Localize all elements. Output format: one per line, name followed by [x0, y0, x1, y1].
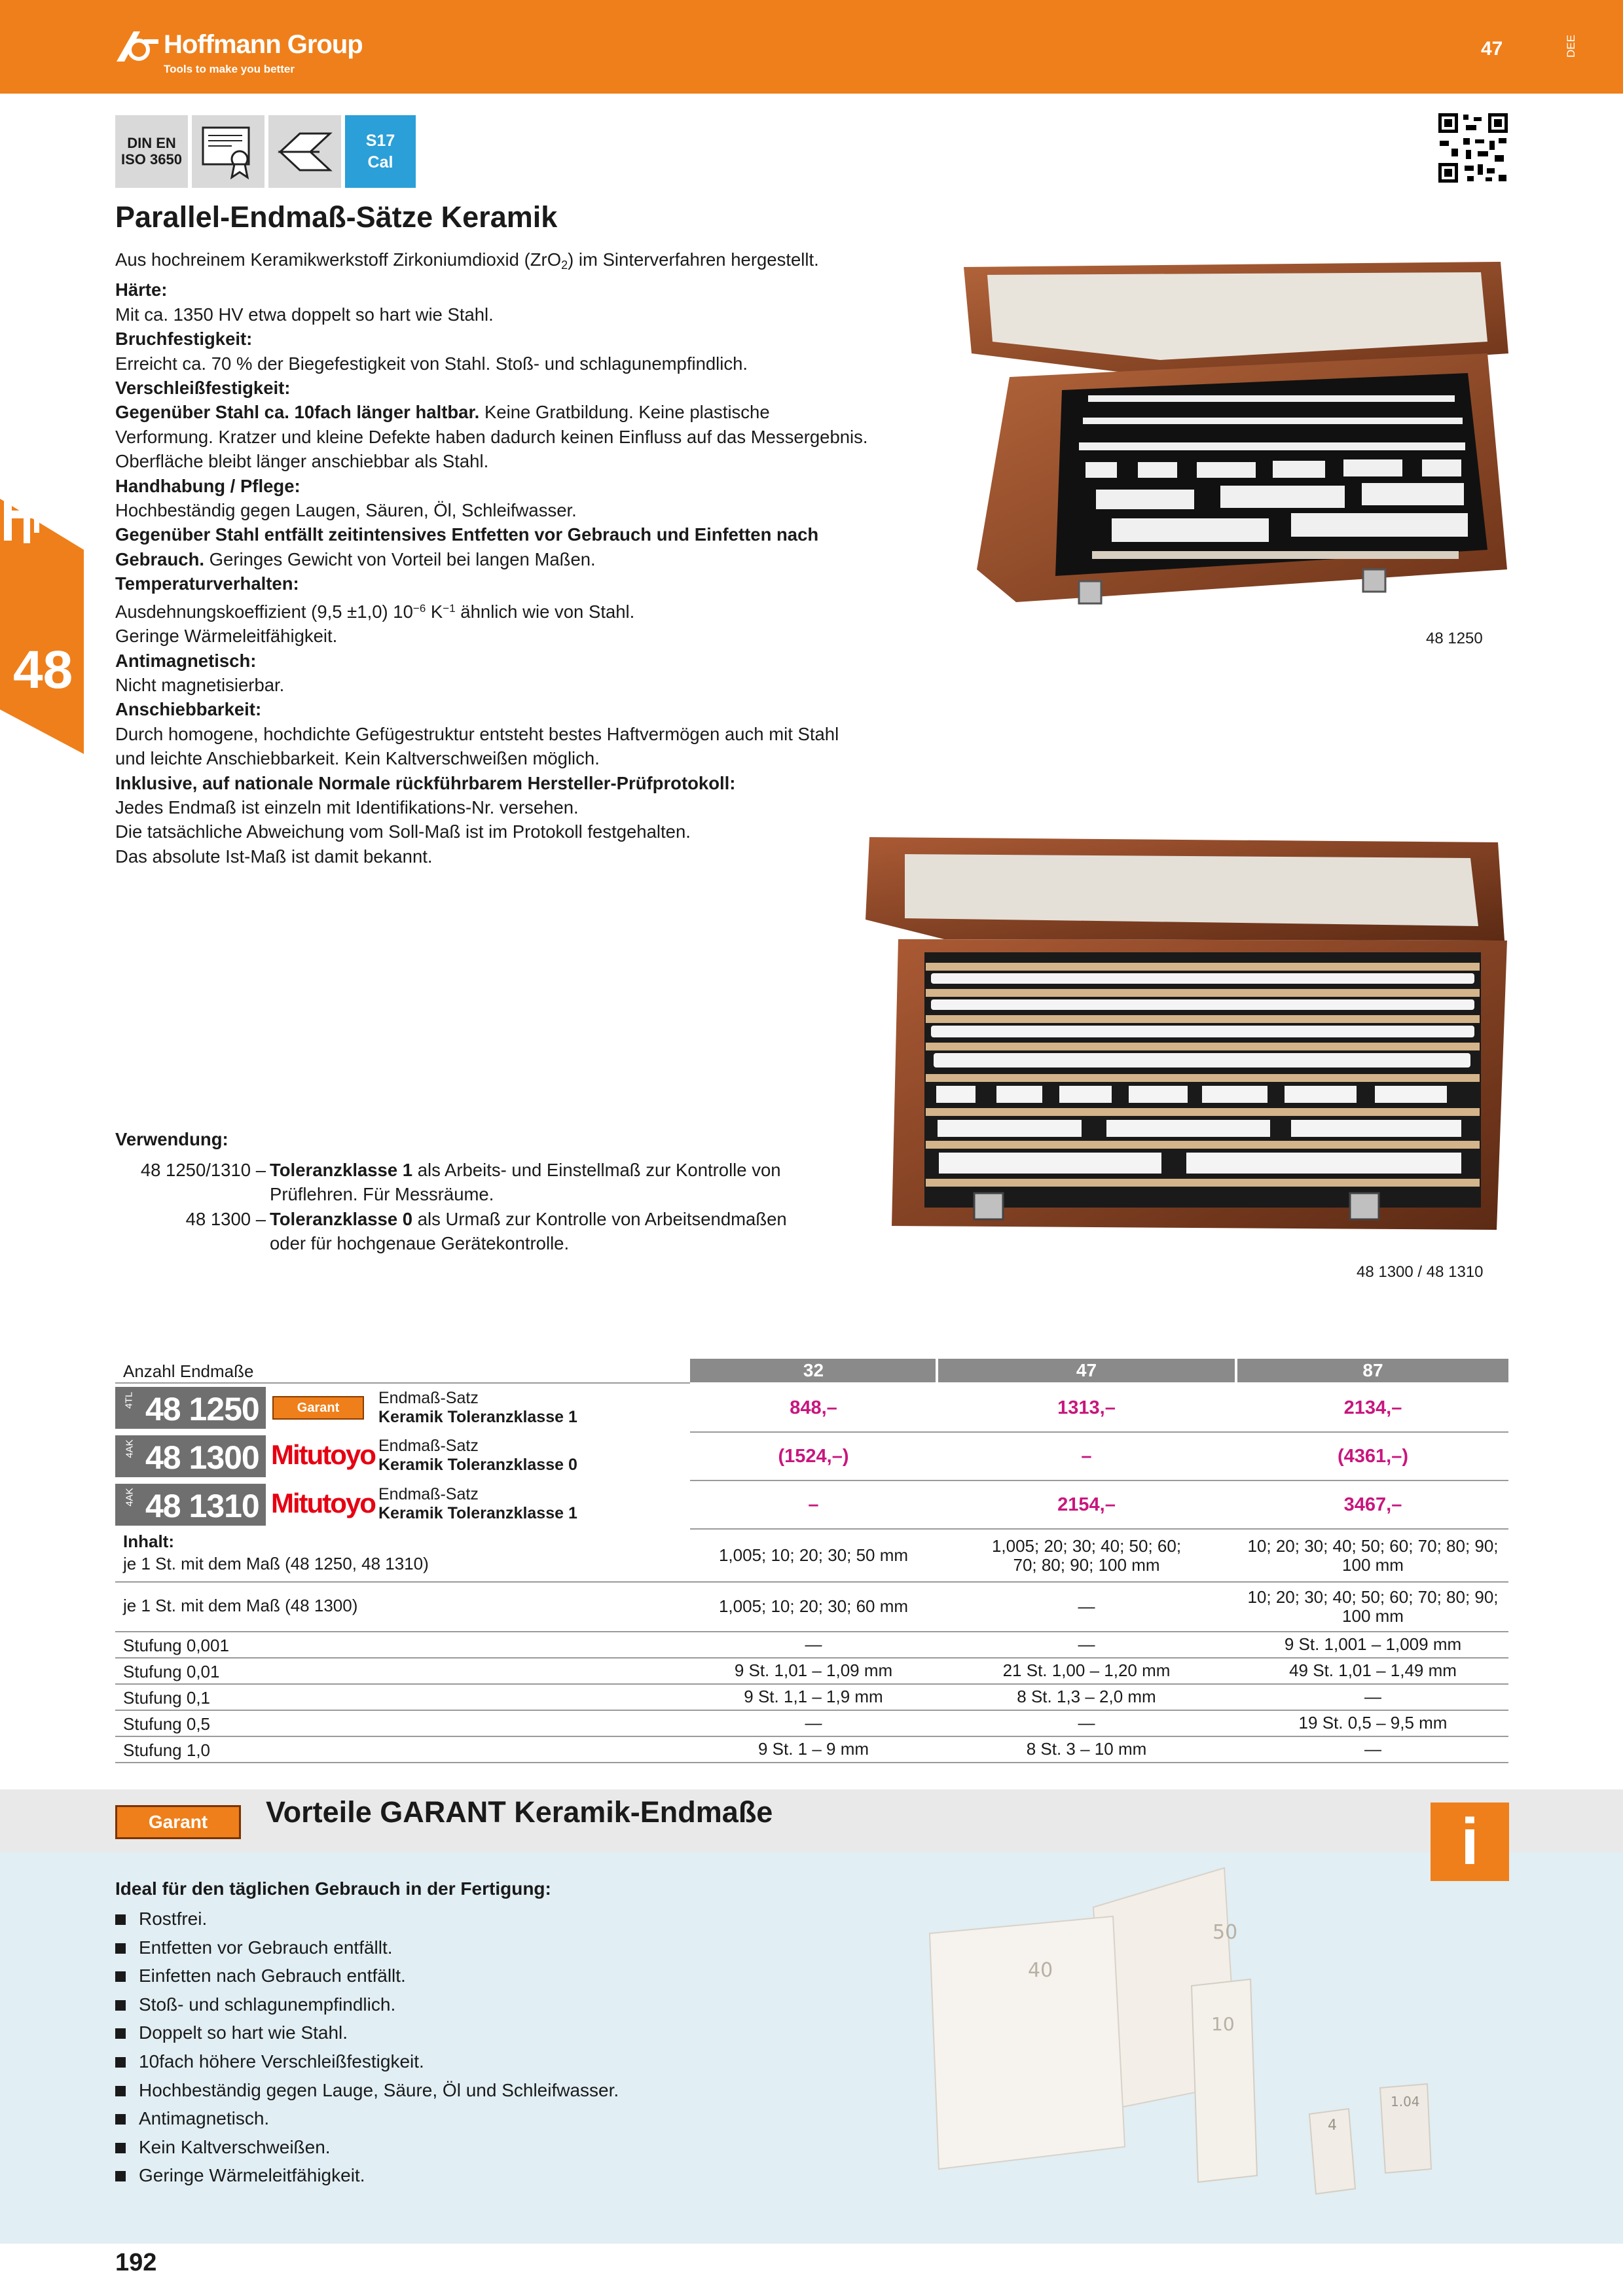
- mitutoyo-logo: Mitutoyo: [271, 1439, 375, 1470]
- hoffmann-logo-icon: [115, 30, 161, 63]
- fett-text-1: Gegenüber Stahl entfällt zeitintensives Entfetten vor Gebrauch und Einfetten nach: [115, 524, 819, 545]
- article-number: 48 1250: [145, 1391, 259, 1427]
- product-desc: Endmaß-Satz Keramik Toleranzklasse 0: [378, 1437, 577, 1474]
- din-iso-badge: [115, 115, 188, 188]
- count-87: 87: [1362, 1360, 1383, 1381]
- antimag-heading: Antimagnetisch:: [115, 650, 257, 671]
- article-prefix: 4AK: [124, 1439, 136, 1458]
- verschleiss-heading: Verschleißfestigkeit:: [115, 378, 291, 399]
- inkl-text-3: Das absolute Ist-Maß ist damit bekannt.: [115, 846, 433, 867]
- price-87: 3467,–: [1343, 1494, 1402, 1515]
- inhalt-47: 1,005; 20; 30; 40; 50; 60; 70; 80; 90; 100 mm: [991, 1535, 1182, 1575]
- garant-logo: Garant: [115, 1805, 241, 1839]
- price-87: 2134,–: [1343, 1397, 1402, 1418]
- svg-text:10: 10: [1211, 2013, 1235, 2035]
- list-item: Kein Kaltverschweißen.: [115, 2133, 619, 2162]
- svg-text:50: 50: [1213, 1921, 1238, 1944]
- product-description: [115, 247, 901, 869]
- article-number-box: [115, 1484, 266, 1526]
- brand-tagline: Tools to make you better: [164, 63, 295, 75]
- product-desc: Endmaß-Satz Keramik Toleranzklasse 1: [378, 1389, 577, 1426]
- inhalt-row-2: [115, 1583, 1508, 1631]
- price-47: –: [1081, 1445, 1092, 1467]
- verschleiss-text-3: Oberfläche bleibt länger anschiebbar als Stahl.: [115, 451, 489, 472]
- article-number-box: [115, 1435, 266, 1477]
- chapter-tab[interactable]: [0, 499, 84, 754]
- garant-logo: Garant: [272, 1396, 364, 1420]
- handhabung-heading: Handhabung / Pflege:: [115, 475, 301, 496]
- list-item: Stoß- und schlagunempfindlich.: [115, 1990, 619, 2019]
- photo1-caption: 48 1250: [1426, 630, 1483, 647]
- ceramic-blocks-photo: [917, 1861, 1506, 2202]
- intro-text: Aus hochreinem Keramikwerkstoff Zirkoniumdioxid (ZrO$_2$) im Sinterverfahren hergestellt.: [115, 249, 819, 272]
- brand-name: Hoffmann Group: [164, 30, 363, 59]
- usage-desc-1a: Toleranzklasse 1 als Arbeits- und Einstellmaß zur Kontrolle von: [270, 1160, 781, 1180]
- svg-text:40: 40: [1028, 1959, 1053, 1982]
- antimag-text: Nicht magnetisierbar.: [115, 674, 285, 695]
- article-prefix: 4AK: [124, 1488, 136, 1507]
- din-label: DIN EN: [127, 135, 176, 152]
- advantages-list: [115, 1905, 619, 2190]
- usage-desc-2a: Toleranzklasse 0 als Urmaß zur Kontrolle von Arbeitsendmaßen: [270, 1209, 787, 1229]
- mitutoyo-logo: Mitutoyo: [271, 1488, 375, 1518]
- inhalt-87: 10; 20; 30; 40; 50; 60; 70; 80; 90; 100 mm: [1247, 1587, 1499, 1626]
- inhalt-row-label: je 1 St. mit dem Maß (48 1300): [123, 1596, 358, 1615]
- anschieb-text-2: und leichte Anschiebbarkeit. Kein Kaltverschweißen möglich.: [115, 748, 600, 769]
- price-47: 1313,–: [1057, 1397, 1116, 1418]
- language-code: DEE: [1565, 35, 1577, 58]
- list-item: Antimagnetisch.: [115, 2104, 619, 2133]
- page-number: 192: [115, 2249, 157, 2276]
- product-row-481250[interactable]: [115, 1385, 1508, 1431]
- haerte-heading: Härte:: [115, 279, 168, 300]
- bruch-heading: Bruchfestigkeit:: [115, 329, 253, 350]
- list-item: Entfetten vor Gebrauch entfällt.: [115, 1933, 619, 1962]
- temp-text-1: Ausdehnungskoeffizient (9,5 ±1,0) $10^{-6}$ $K^{-1}$ ähnlich wie von Stahl.: [115, 601, 635, 622]
- qr-code[interactable]: [1437, 112, 1509, 184]
- usage-desc-1b: Prüflehren. Für Messräume.: [270, 1184, 494, 1204]
- chapter-number: 48: [13, 640, 73, 700]
- inhalt-row-label: je 1 St. mit dem Maß (48 1250, 48 1310): [123, 1554, 429, 1573]
- usage-heading: Verwendung:: [115, 1129, 228, 1149]
- inkl-text-2: Die tatsächliche Abweichung vom Soll-Maß ist im Protokoll festgehalten.: [115, 821, 691, 842]
- s17-cal-badge: [345, 115, 416, 188]
- article-prefix: 4TL: [123, 1391, 135, 1409]
- fett-text-2: Gebrauch. Geringes Gewicht von Vorteil bei langen Maßen.: [115, 548, 596, 569]
- list-item: Geringe Wärmeleitfähigkeit.: [115, 2161, 619, 2190]
- inhalt-label: Inhalt:: [123, 1532, 174, 1551]
- usage-code-1: 48 1250/1310 –: [140, 1160, 266, 1180]
- info-title: Vorteile GARANT Keramik-Endmaße: [266, 1795, 773, 1829]
- svg-text:1.04: 1.04: [1391, 2094, 1420, 2109]
- price-47: 2154,–: [1057, 1494, 1116, 1515]
- price-87: (4361,–): [1337, 1445, 1408, 1467]
- inhalt-47: —: [1078, 1596, 1095, 1617]
- product-row-481300[interactable]: [115, 1433, 1508, 1480]
- stufung-row: Stufung 0,1 9 St. 1,1 – 1,9 mm 8 St. 1,3 – 2,0 mm —: [123, 1687, 1381, 1708]
- page-number-top: 47: [1481, 38, 1503, 60]
- price-32: (1524,–): [778, 1445, 849, 1467]
- gauge-block-stack-icon: [268, 115, 341, 188]
- count-47: 47: [1076, 1360, 1097, 1381]
- cal-label: Cal: [367, 152, 393, 171]
- price-32: 848,–: [790, 1397, 837, 1418]
- photo2-caption: 48 1300 / 48 1310: [1357, 1263, 1484, 1281]
- certification-icons: [115, 115, 416, 188]
- bruch-text: Erreicht ca. 70 % der Biegefestigkeit von Stahl. Stoß- und schlagunempfindlich.: [115, 353, 748, 374]
- list-item: Rostfrei.: [115, 1905, 619, 1933]
- product-title: Parallel-Endmaß-Sätze Keramik: [115, 200, 558, 234]
- list-item: Hochbeständig gegen Lauge, Säure, Öl und Schleifwasser.: [115, 2076, 619, 2105]
- handhabung-text: Hochbeständig gegen Laugen, Säuren, Öl, Schleifwasser.: [115, 500, 577, 521]
- verschleiss-text-2: Verformung. Kratzer und kleine Defekte haben dadurch keinen Einfluss auf das Messergebnis.: [115, 426, 868, 447]
- info-panel-header: [0, 1789, 1623, 1852]
- product-row-481310[interactable]: [115, 1481, 1508, 1528]
- certificate-icon: [192, 115, 264, 188]
- s17-label: S17: [365, 132, 395, 150]
- stufung-row: Stufung 0,5 — — 19 St. 0,5 – 9,5 mm: [123, 1713, 1448, 1734]
- gauge-set-photo-481300: [866, 834, 1507, 1235]
- stufung-row: Stufung 1,0 9 St. 1 – 9 mm 8 St. 3 – 10 mm —: [123, 1739, 1381, 1760]
- table-header-row: [115, 1359, 1508, 1382]
- gauge-set-photo-481250: [964, 262, 1508, 636]
- usage-desc-2b: oder für hochgenaue Gerätekontrolle.: [270, 1233, 570, 1253]
- count-label: Anzahl Endmaße: [123, 1361, 254, 1381]
- temp-heading: Temperaturverhalten:: [115, 573, 299, 594]
- article-number: 48 1310: [145, 1488, 259, 1524]
- price-32: –: [808, 1494, 819, 1515]
- temp-text-2: Geringe Wärmeleitfähigkeit.: [115, 626, 338, 647]
- list-item: Einfetten nach Gebrauch entfällt.: [115, 1962, 619, 1990]
- stufung-row: Stufung 0,01 9 St. 1,01 – 1,09 mm 21 St. 1,00 – 1,20 mm 49 St. 1,01 – 1,49 mm: [123, 1660, 1457, 1681]
- info-subtitle: Ideal für den täglichen Gebrauch in der Fertigung:: [115, 1878, 551, 1899]
- article-number-box: [115, 1387, 266, 1429]
- count-32: 32: [803, 1360, 824, 1381]
- inhalt-32: 1,005; 10; 20; 30; 60 mm: [718, 1596, 909, 1617]
- list-item: Doppelt so hart wie Stahl.: [115, 2018, 619, 2047]
- article-number: 48 1300: [145, 1439, 259, 1476]
- stufung-row: Stufung 0,001 — — 9 St. 1,001 – 1,009 mm: [123, 1634, 1462, 1655]
- inkl-text-1: Jedes Endmaß ist einzeln mit Identifikations-Nr. versehen.: [115, 797, 579, 817]
- product-desc: Endmaß-Satz Keramik Toleranzklasse 1: [378, 1485, 577, 1522]
- svg-text:4: 4: [1328, 2117, 1337, 2134]
- inhalt-32: 1,005; 10; 20; 30; 50 mm: [718, 1545, 909, 1566]
- haerte-text: Mit ca. 1350 HV etwa doppelt so hart wie Stahl.: [115, 304, 494, 325]
- list-item: 10fach höhere Verschleißfestigkeit.: [115, 2047, 619, 2076]
- anschieb-text-1: Durch homogene, hochdichte Gefügestruktur entsteht bestes Haftvermögen auch mit Stahl: [115, 723, 839, 744]
- header-bar: [0, 0, 1623, 94]
- inhalt-row-1: [115, 1530, 1508, 1581]
- caliper-icon: [0, 499, 55, 548]
- iso-label: ISO 3650: [121, 151, 182, 168]
- anschieb-heading: Anschiebbarkeit:: [115, 699, 262, 720]
- inkl-heading: Inklusive, auf nationale Normale rückführbarem Hersteller-Prüfprotokoll:: [115, 772, 736, 793]
- info-icon[interactable]: i: [1431, 1803, 1509, 1881]
- inhalt-87: 10; 20; 30; 40; 50; 60; 70; 80; 90; 100 mm: [1247, 1535, 1499, 1575]
- usage-code-2: 48 1300 –: [185, 1209, 266, 1229]
- verschleiss-text-1: Gegenüber Stahl ca. 10fach länger haltbar. Keine Gratbildung. Keine plastische: [115, 402, 770, 423]
